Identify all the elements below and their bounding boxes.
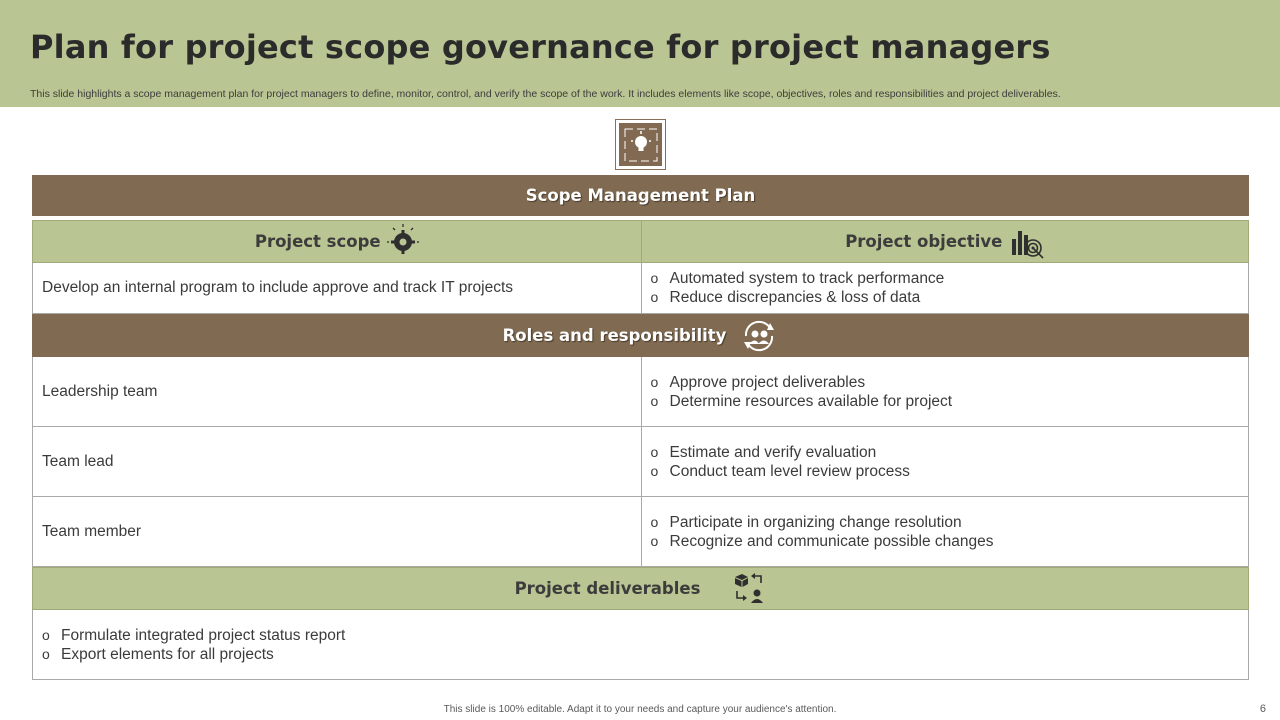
roles-heading: Roles and responsibility — [502, 326, 727, 345]
list-item: o Estimate and verify evaluation — [651, 443, 910, 462]
deliverables-heading-row — [32, 567, 1249, 610]
objective-cell — [641, 263, 1249, 313]
list-item: o Automated system to track performance — [651, 269, 945, 288]
responsibility-cell — [641, 427, 1249, 496]
table-row — [32, 357, 1249, 427]
role-name: Team member — [42, 522, 142, 540]
deliverables-list — [42, 626, 345, 664]
objective-header: Project objective — [845, 232, 1003, 251]
responsibility-cell — [641, 497, 1249, 566]
deliverables-heading: Project deliverables — [514, 579, 701, 598]
list-item: o Determine resources available for project — [651, 392, 953, 411]
role-cell — [33, 357, 641, 426]
page-number: 6 — [1259, 703, 1266, 715]
plan-heading-row — [32, 175, 1249, 216]
target-chart-icon — [1010, 225, 1044, 259]
idea-gear-icon — [387, 223, 419, 261]
list-item: o Reduce discrepancies & loss of data — [651, 288, 945, 307]
responsibility-list — [651, 373, 953, 411]
table-row — [32, 497, 1249, 567]
scope-objective-header-row — [32, 220, 1249, 263]
role-name: Team lead — [42, 452, 114, 470]
responsibility-cell — [641, 357, 1249, 426]
table-row — [32, 427, 1249, 497]
role-cell — [33, 497, 641, 566]
plan-heading: Scope Management Plan — [525, 186, 756, 205]
responsibility-list — [651, 443, 910, 481]
objective-header-cell — [641, 221, 1249, 262]
center-icon-frame — [615, 119, 666, 170]
footer-note: This slide is 100% editable. Adapt it to your needs and capture your audience's attention. — [443, 704, 837, 715]
list-item: o Approve project deliverables — [651, 373, 953, 392]
scope-header: Project scope — [254, 232, 381, 251]
scope-header-cell — [33, 221, 641, 262]
list-item: o Recognize and communicate possible changes — [651, 532, 994, 551]
responsibility-list — [651, 513, 994, 551]
roles-heading-row — [32, 314, 1249, 357]
list-item: o Formulate integrated project status report — [42, 626, 345, 645]
scope-text: Develop an internal program to include approve and track IT projects — [42, 279, 514, 296]
list-item: o Participate in organizing change resolution — [651, 513, 994, 532]
lightbulb-icon — [622, 126, 660, 164]
objective-list — [651, 269, 945, 307]
deliverables-row — [32, 610, 1249, 680]
team-cycle-icon — [740, 317, 778, 355]
slide-title: Plan for project scope governance for project managers — [30, 28, 1051, 66]
list-item: o Export elements for all projects — [42, 645, 345, 664]
slide-header — [0, 0, 1280, 107]
box-delivery-icon — [732, 572, 766, 606]
scope-cell — [33, 263, 641, 313]
list-item: o Conduct team level review process — [651, 462, 910, 481]
role-cell — [33, 427, 641, 496]
role-name: Leadership team — [42, 382, 158, 400]
slide-subtitle: This slide highlights a scope management plan for project managers to define, monitor, control, and verify the scope of the work. It includes elements like scope, objectives, roles and responsibilities and project deliverables. — [30, 88, 1061, 100]
scope-objective-row — [32, 263, 1249, 314]
deliverables-cell — [33, 610, 345, 679]
